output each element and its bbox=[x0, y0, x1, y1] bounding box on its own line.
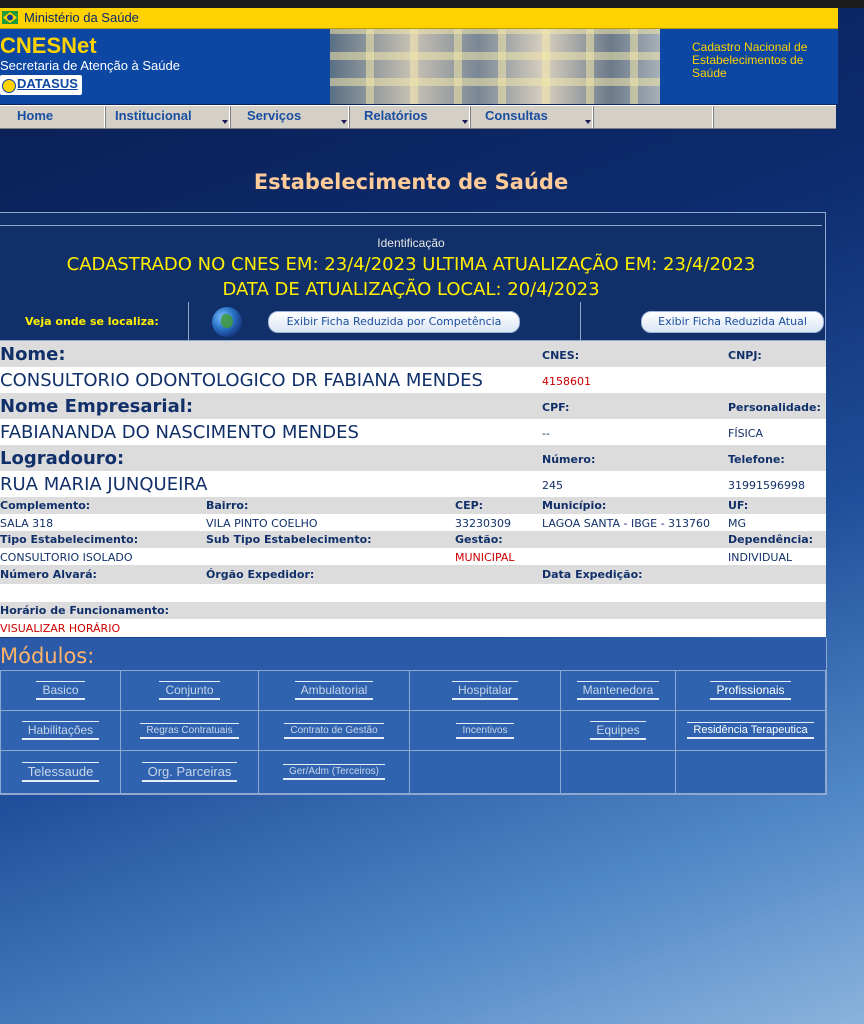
cpf-value: -- bbox=[542, 427, 550, 440]
nome-empresarial-value: FABIANANDA DO NASCIMENTO MENDES bbox=[0, 422, 359, 443]
cnes-value: 4158601 bbox=[542, 375, 591, 388]
tipo-value-row bbox=[0, 548, 826, 565]
dependencia-label: Dependência: bbox=[728, 533, 814, 546]
brand-subtitle: Secretaria de Atenção à Saúde bbox=[0, 58, 180, 73]
locate-divider bbox=[188, 302, 189, 340]
module-label: Ambulatorial bbox=[295, 681, 374, 700]
module-contrato-gestao[interactable] bbox=[258, 710, 410, 751]
complemento-value-row bbox=[0, 514, 826, 531]
numero-label: Número: bbox=[542, 453, 596, 466]
nav-relatorios[interactable] bbox=[350, 106, 471, 128]
nav-institucional[interactable] bbox=[106, 106, 231, 128]
reduced-sheet-current-button[interactable]: Exibir Ficha Reduzida Atual bbox=[641, 311, 824, 333]
alvara-label: Número Alvará: bbox=[0, 568, 97, 581]
module-ambulatorial[interactable] bbox=[258, 670, 410, 711]
alvara-label-row bbox=[0, 565, 826, 584]
municipio-value: LAGOA SANTA - IBGE - 313760 bbox=[542, 517, 711, 530]
module-label: Hospitalar bbox=[452, 681, 518, 700]
dropdown-arrow-icon bbox=[341, 120, 347, 124]
bairro-value: VILA PINTO COELHO bbox=[206, 517, 318, 530]
datasus-logo[interactable] bbox=[0, 75, 82, 95]
datasus-label: DATASUS bbox=[17, 76, 78, 91]
module-label: Telessaude bbox=[22, 762, 100, 782]
nome-value-row bbox=[0, 367, 826, 393]
dropdown-arrow-icon bbox=[462, 120, 468, 124]
page-title: Estabelecimento de Saúde bbox=[253, 170, 569, 194]
modules-title: Módulos: bbox=[0, 644, 95, 668]
nome-label: Nome: bbox=[0, 344, 66, 365]
tipo-label: Tipo Estabelecimento: bbox=[0, 533, 139, 546]
data-expedicao-label: Data Expedição: bbox=[542, 568, 643, 581]
module-label: Incentivos bbox=[456, 723, 513, 739]
nome-empresarial-value-row bbox=[0, 419, 826, 445]
header-banner bbox=[0, 29, 838, 104]
logradouro-label: Logradouro: bbox=[0, 448, 125, 469]
main-nav bbox=[0, 105, 836, 129]
dependencia-value: INDIVIDUAL bbox=[728, 551, 793, 564]
nav-relatorios-label: Relatórios bbox=[364, 108, 428, 123]
module-label: Habilitações bbox=[22, 721, 99, 740]
brazil-flag-icon bbox=[2, 11, 18, 24]
telefone-label: Telefone: bbox=[728, 453, 785, 466]
module-label: Ger/Adm (Terceiros) bbox=[283, 764, 385, 780]
nav-consultas[interactable] bbox=[471, 106, 594, 128]
globe-icon[interactable] bbox=[212, 307, 242, 337]
banner-system-name: Cadastro Nacional de Estabelecimentos de Saúde bbox=[692, 40, 808, 80]
top-strip bbox=[0, 0, 864, 8]
gestao-label: Gestão: bbox=[455, 533, 503, 546]
module-hospitalar[interactable] bbox=[409, 670, 561, 711]
tipo-value: CONSULTORIO ISOLADO bbox=[0, 551, 133, 564]
module-incentivos[interactable] bbox=[409, 710, 561, 751]
locate-label: Veja onde se localiza: bbox=[25, 315, 159, 328]
module-empty-slot bbox=[409, 750, 561, 794]
module-telessaude[interactable] bbox=[0, 750, 121, 794]
module-label: Residência Terapeutica bbox=[687, 722, 813, 739]
module-label: Regras Contratuais bbox=[140, 723, 238, 739]
uf-value: MG bbox=[728, 517, 747, 530]
module-label: Org. Parceiras bbox=[142, 762, 238, 782]
module-label: Conjunto bbox=[159, 681, 219, 700]
ministry-bar bbox=[0, 8, 838, 29]
nav-home[interactable] bbox=[0, 106, 106, 128]
module-profissionais[interactable] bbox=[675, 670, 826, 711]
logradouro-value-row bbox=[0, 471, 826, 497]
module-empty-slot bbox=[560, 750, 676, 794]
module-label: Basico bbox=[36, 681, 84, 700]
module-empty-slot bbox=[675, 750, 826, 794]
cnpj-label: CNPJ: bbox=[728, 349, 762, 362]
numero-value: 245 bbox=[542, 479, 563, 492]
brand-title[interactable]: CNESNet bbox=[0, 33, 97, 58]
nome-label-row bbox=[0, 341, 826, 367]
orgao-label: Órgão Expedidor: bbox=[206, 568, 315, 581]
ministry-label: Ministério da Saúde bbox=[24, 10, 139, 25]
nome-value: CONSULTORIO ODONTOLOGICO DR FABIANA MENDES bbox=[0, 370, 483, 391]
horario-value-row bbox=[0, 619, 826, 637]
view-hours-link[interactable]: VISUALIZAR HORÁRIO bbox=[0, 622, 121, 635]
establishment-details bbox=[0, 341, 826, 637]
personalidade-value: FÍSICA bbox=[728, 427, 764, 440]
module-mantenedora[interactable] bbox=[560, 670, 676, 711]
locate-row bbox=[0, 302, 826, 341]
complemento-value: SALA 318 bbox=[0, 517, 54, 530]
bairro-label: Bairro: bbox=[206, 499, 249, 512]
nav-empty-slot bbox=[594, 106, 714, 128]
module-habilitacoes[interactable] bbox=[0, 710, 121, 751]
module-residencia-terapeutica[interactable] bbox=[675, 710, 826, 751]
module-label: Profissionais bbox=[710, 681, 790, 700]
module-regras-contratuais[interactable] bbox=[120, 710, 259, 751]
banner-photo-mosaic bbox=[330, 29, 660, 104]
module-ger-adm-terceiros[interactable] bbox=[258, 750, 410, 794]
gestao-value: MUNICIPAL bbox=[455, 551, 515, 564]
nav-servicos[interactable] bbox=[231, 106, 350, 128]
cpf-label: CPF: bbox=[542, 401, 570, 414]
module-org-parceiras[interactable] bbox=[120, 750, 259, 794]
municipio-label: Município: bbox=[542, 499, 607, 512]
horario-label-row bbox=[0, 602, 826, 619]
telefone-value: 31991596998 bbox=[728, 479, 805, 492]
module-label: Equipes bbox=[590, 721, 645, 740]
logradouro-label-row bbox=[0, 445, 826, 471]
locate-divider bbox=[580, 302, 581, 340]
modules-grid bbox=[0, 670, 826, 794]
nav-servicos-label: Serviços bbox=[247, 108, 302, 123]
nav-institucional-label: Institucional bbox=[115, 108, 192, 123]
datasus-icon bbox=[2, 79, 16, 93]
horario-label: Horário de Funcionamento: bbox=[0, 604, 170, 617]
cnes-label: CNES: bbox=[542, 349, 580, 362]
nome-empresarial-label: Nome Empresarial: bbox=[0, 396, 194, 417]
cep-label: CEP: bbox=[455, 499, 484, 512]
identification-label: Identificação bbox=[377, 236, 445, 250]
local-update-date: DATA DE ATUALIZAÇÃO LOCAL: 20/4/2023 bbox=[222, 279, 600, 300]
module-label: Mantenedora bbox=[577, 681, 660, 700]
personalidade-label: Personalidade: bbox=[728, 401, 821, 414]
complemento-label: Complemento: bbox=[0, 499, 91, 512]
uf-label: UF: bbox=[728, 499, 749, 512]
complemento-label-row bbox=[0, 497, 826, 514]
logradouro-value: RUA MARIA JUNQUEIRA bbox=[0, 474, 208, 495]
module-equipes[interactable] bbox=[560, 710, 676, 751]
dropdown-arrow-icon bbox=[222, 120, 228, 124]
cep-value: 33230309 bbox=[455, 517, 511, 530]
nav-consultas-label: Consultas bbox=[485, 108, 548, 123]
nome-empresarial-label-row bbox=[0, 393, 826, 419]
reduced-sheet-competence-button[interactable]: Exibir Ficha Reduzida por Competência bbox=[268, 311, 520, 333]
subtipo-label: Sub Tipo Estabelecimento: bbox=[206, 533, 372, 546]
alvara-value-row bbox=[0, 584, 826, 602]
module-conjunto[interactable] bbox=[120, 670, 259, 711]
dropdown-arrow-icon bbox=[585, 120, 591, 124]
nav-home-label: Home bbox=[17, 108, 54, 123]
module-basico[interactable] bbox=[0, 670, 121, 711]
registration-dates: CADASTRADO NO CNES EM: 23/4/2023 ULTIMA ATUALIZAÇÃO EM: 23/4/2023 bbox=[66, 254, 756, 275]
tipo-label-row bbox=[0, 531, 826, 548]
module-label: Contrato de Gestão bbox=[284, 723, 383, 739]
